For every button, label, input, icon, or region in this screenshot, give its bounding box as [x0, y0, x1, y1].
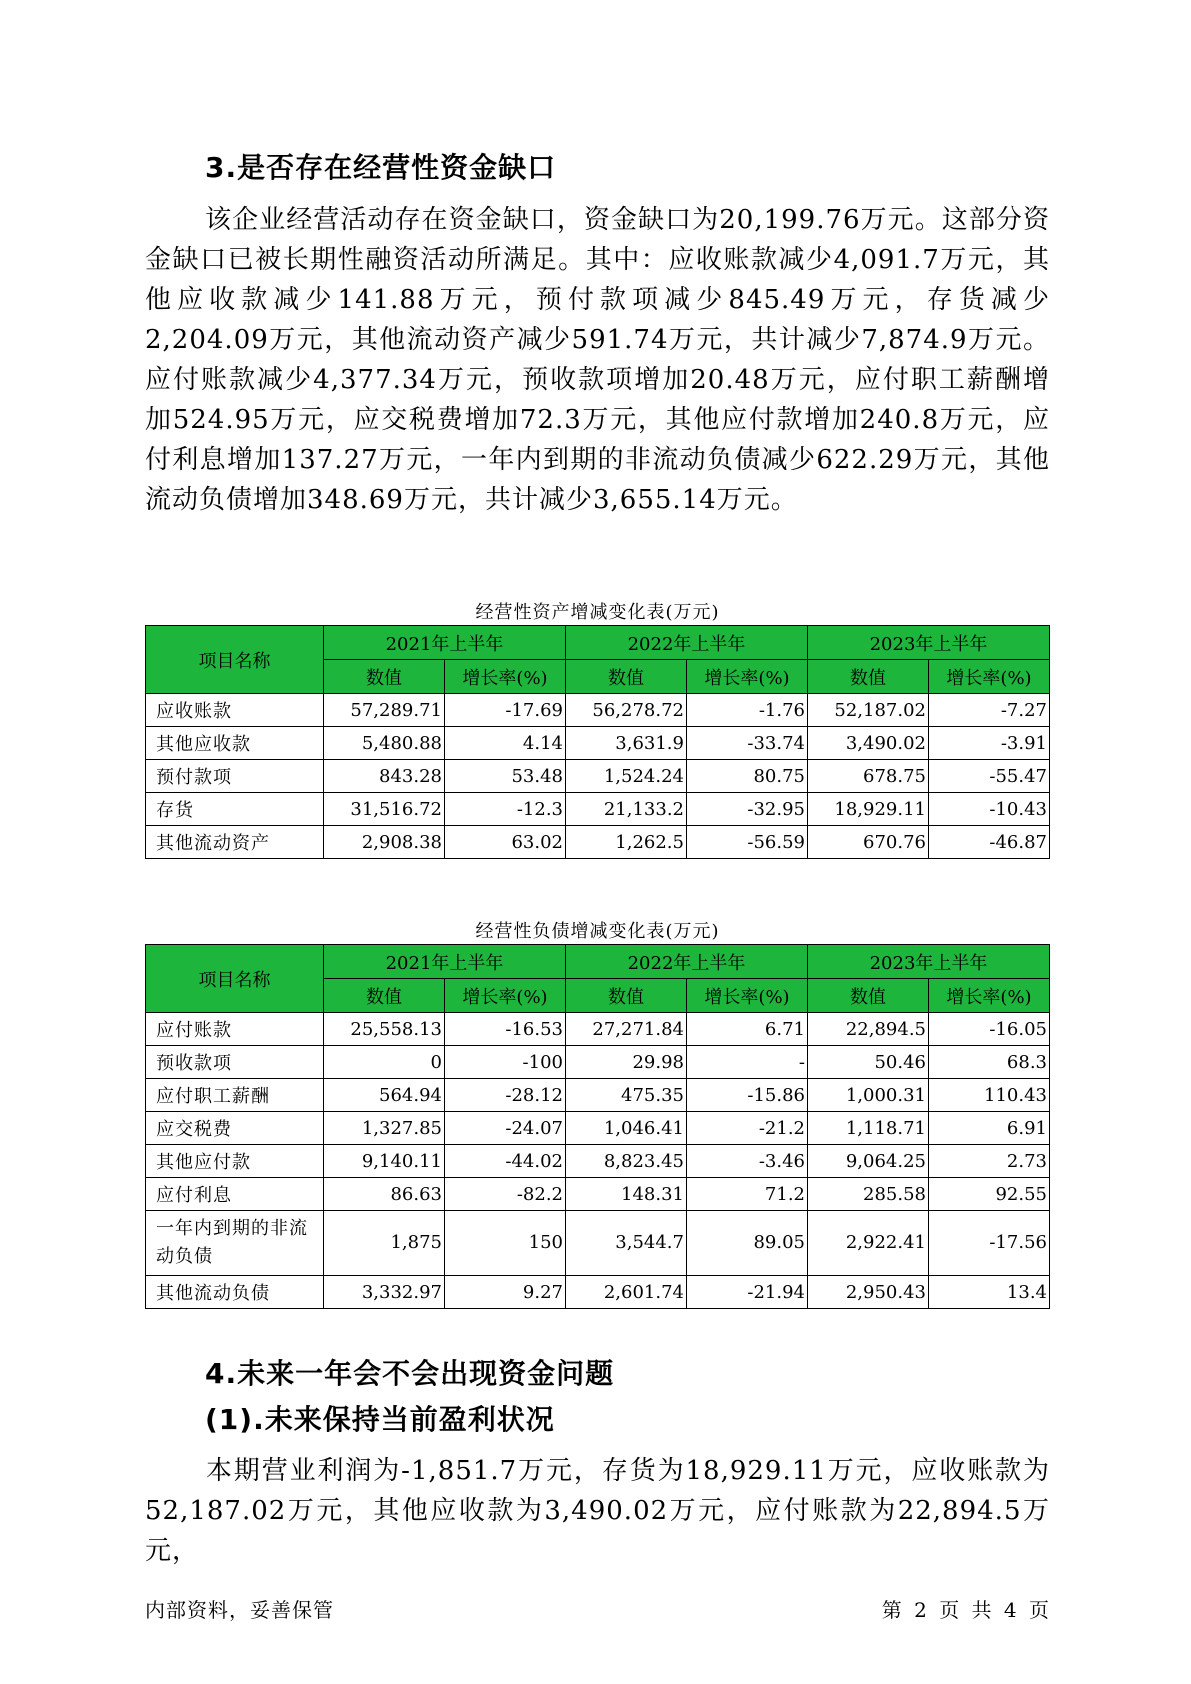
cell-growth-2023: 110.43	[929, 1079, 1050, 1112]
cell-growth-2021: 63.02	[445, 826, 566, 859]
table-row	[146, 793, 1050, 826]
cell-growth-2023: 13.4	[929, 1276, 1050, 1309]
liabilities-table	[145, 944, 1050, 1309]
cell-value-2022: 29.98	[566, 1046, 687, 1079]
row-item-name: 应收账款	[146, 694, 324, 727]
section4-heading: 4.未来一年会不会出现资金问题	[205, 1357, 615, 1390]
row-item-name: 其他流动资产	[146, 826, 324, 859]
table-row	[146, 1276, 1050, 1309]
cell-value-2023: 1,118.71	[808, 1112, 929, 1145]
cell-value-2023: 1,000.31	[808, 1079, 929, 1112]
table-row	[146, 1211, 1050, 1276]
header-value: 数值	[566, 660, 687, 694]
header-growth-rate: 增长率(%)	[929, 660, 1050, 694]
cell-value-2022: 27,271.84	[566, 1013, 687, 1046]
cell-value-2021: 2,908.38	[324, 826, 445, 859]
assets-table	[145, 625, 1050, 859]
header-value: 数值	[808, 979, 929, 1013]
cell-growth-2023: -46.87	[929, 826, 1050, 859]
header-period: 2021年上半年	[324, 626, 566, 660]
cell-growth-2021: -28.12	[445, 1079, 566, 1112]
header-value: 数值	[566, 979, 687, 1013]
table-row	[146, 727, 1050, 760]
header-period: 2022年上半年	[566, 945, 808, 979]
cell-growth-2022: -32.95	[687, 793, 808, 826]
cell-value-2022: 56,278.72	[566, 694, 687, 727]
cell-value-2021: 1,327.85	[324, 1112, 445, 1145]
cell-growth-2022: -3.46	[687, 1145, 808, 1178]
cell-value-2023: 50.46	[808, 1046, 929, 1079]
cell-value-2023: 2,922.41	[808, 1211, 929, 1276]
table-row	[146, 760, 1050, 793]
cell-growth-2022: 80.75	[687, 760, 808, 793]
cell-growth-2021: -82.2	[445, 1178, 566, 1211]
cell-growth-2022: 89.05	[687, 1211, 808, 1276]
table-row	[146, 1178, 1050, 1211]
header-item-name: 项目名称	[146, 945, 324, 1013]
table-row	[146, 694, 1050, 727]
section3-paragraph	[145, 200, 1050, 520]
cell-value-2022: 3,631.9	[566, 727, 687, 760]
cell-value-2021: 31,516.72	[324, 793, 445, 826]
cell-growth-2022: 71.2	[687, 1178, 808, 1211]
cell-value-2021: 843.28	[324, 760, 445, 793]
footer-confidential-note: 内部资料，妥善保管	[145, 1598, 334, 1622]
cell-growth-2022: -21.2	[687, 1112, 808, 1145]
cell-growth-2021: 53.48	[445, 760, 566, 793]
row-item-name: 其他应付款	[146, 1145, 324, 1178]
cell-value-2022: 3,544.7	[566, 1211, 687, 1276]
header-period: 2021年上半年	[324, 945, 566, 979]
cell-growth-2021: -44.02	[445, 1145, 566, 1178]
cell-growth-2022: -	[687, 1046, 808, 1079]
cell-growth-2021: -12.3	[445, 793, 566, 826]
cell-value-2022: 1,524.24	[566, 760, 687, 793]
cell-value-2023: 22,894.5	[808, 1013, 929, 1046]
row-item-name: 其他应收款	[146, 727, 324, 760]
cell-value-2023: 3,490.02	[808, 727, 929, 760]
cell-growth-2022: -21.94	[687, 1276, 808, 1309]
cell-value-2021: 0	[324, 1046, 445, 1079]
table-row	[146, 1013, 1050, 1046]
cell-growth-2023: 6.91	[929, 1112, 1050, 1145]
cell-growth-2022: -56.59	[687, 826, 808, 859]
cell-growth-2023: -7.27	[929, 694, 1050, 727]
row-item-name: 应付利息	[146, 1178, 324, 1211]
cell-growth-2023: -10.43	[929, 793, 1050, 826]
table-row	[146, 1046, 1050, 1079]
cell-growth-2021: 150	[445, 1211, 566, 1276]
header-growth-rate: 增长率(%)	[687, 660, 808, 694]
header-period: 2022年上半年	[566, 626, 808, 660]
header-growth-rate: 增长率(%)	[929, 979, 1050, 1013]
cell-growth-2021: 4.14	[445, 727, 566, 760]
cell-value-2023: 9,064.25	[808, 1145, 929, 1178]
table-row	[146, 1145, 1050, 1178]
section3-paragraph-text: 该企业经营活动存在资金缺口，资金缺口为20,199.76万元。这部分资金缺口已被长期性融资活动所满足。其中：应收账款减少4,091.7万元，其他应收款减少141.88万元，预付款项减少845.49万元，存货减少2,204.09万元，其他流动资产减少591.74万元，共计减少7,874.9万元。应付账款减少4,377.34万元，预收款项增加20.48万元，应付职工薪酬增加524.95万元，应交税费增加72.3万元，其他应付款增加240.8万元，应付利息增加137.27万元，一年内到期的非流动负债减少622.29万元，其他流动负债增加348.69万元，共计减少3,655.14万元。	[145, 205, 1050, 515]
cell-value-2021: 564.94	[324, 1079, 445, 1112]
cell-value-2022: 1,262.5	[566, 826, 687, 859]
row-item-name: 其他流动负债	[146, 1276, 324, 1309]
cell-growth-2023: 2.73	[929, 1145, 1050, 1178]
table-row	[146, 1079, 1050, 1112]
cell-growth-2021: 9.27	[445, 1276, 566, 1309]
row-item-name: 应付账款	[146, 1013, 324, 1046]
cell-value-2021: 9,140.11	[324, 1145, 445, 1178]
cell-value-2023: 52,187.02	[808, 694, 929, 727]
footer-page-number: 第 2 页 共 4 页	[881, 1598, 1050, 1622]
section4-subheading: (1).未来保持当前盈利状况	[205, 1403, 555, 1436]
header-period: 2023年上半年	[808, 626, 1050, 660]
cell-value-2021: 57,289.71	[324, 694, 445, 727]
row-item-name: 应付职工薪酬	[146, 1079, 324, 1112]
cell-value-2022: 2,601.74	[566, 1276, 687, 1309]
table-row	[146, 1112, 1050, 1145]
cell-value-2023: 2,950.43	[808, 1276, 929, 1309]
cell-growth-2023: -3.91	[929, 727, 1050, 760]
cell-value-2021: 5,480.88	[324, 727, 445, 760]
cell-value-2022: 1,046.41	[566, 1112, 687, 1145]
cell-growth-2022: 6.71	[687, 1013, 808, 1046]
cell-value-2021: 25,558.13	[324, 1013, 445, 1046]
section4-paragraph	[145, 1451, 1050, 1571]
liabilities-table-caption: 经营性负债增减变化表(万元)	[475, 921, 720, 942]
cell-growth-2022: -1.76	[687, 694, 808, 727]
table-row	[146, 826, 1050, 859]
section4-paragraph-text: 本期营业利润为-1,851.7万元，存货为18,929.11万元，应收账款为52,187.02万元，其他应收款为3,490.02万元，应付账款为22,894.5万元，	[145, 1456, 1050, 1566]
cell-growth-2023: 68.3	[929, 1046, 1050, 1079]
header-value: 数值	[808, 660, 929, 694]
cell-growth-2021: -100	[445, 1046, 566, 1079]
header-growth-rate: 增长率(%)	[445, 979, 566, 1013]
cell-value-2022: 8,823.45	[566, 1145, 687, 1178]
cell-growth-2023: -16.05	[929, 1013, 1050, 1046]
cell-growth-2022: -33.74	[687, 727, 808, 760]
cell-value-2023: 678.75	[808, 760, 929, 793]
cell-value-2021: 1,875	[324, 1211, 445, 1276]
row-item-name: 存货	[146, 793, 324, 826]
section3-heading: 3.是否存在经营性资金缺口	[205, 151, 557, 184]
header-item-name: 项目名称	[146, 626, 324, 694]
header-value: 数值	[324, 660, 445, 694]
row-item-name: 预付款项	[146, 760, 324, 793]
cell-growth-2023: 92.55	[929, 1178, 1050, 1211]
assets-table-caption: 经营性资产增减变化表(万元)	[475, 602, 720, 623]
cell-value-2023: 18,929.11	[808, 793, 929, 826]
row-item-name: 预收款项	[146, 1046, 324, 1079]
header-growth-rate: 增长率(%)	[687, 979, 808, 1013]
cell-growth-2023: -17.56	[929, 1211, 1050, 1276]
cell-growth-2021: -24.07	[445, 1112, 566, 1145]
cell-value-2021: 3,332.97	[324, 1276, 445, 1309]
cell-growth-2021: -16.53	[445, 1013, 566, 1046]
cell-value-2023: 285.58	[808, 1178, 929, 1211]
cell-growth-2023: -55.47	[929, 760, 1050, 793]
cell-growth-2021: -17.69	[445, 694, 566, 727]
cell-value-2021: 86.63	[324, 1178, 445, 1211]
cell-value-2022: 21,133.2	[566, 793, 687, 826]
cell-value-2022: 148.31	[566, 1178, 687, 1211]
row-item-name: 一年内到期的非流动负债	[146, 1211, 324, 1276]
cell-value-2022: 475.35	[566, 1079, 687, 1112]
header-value: 数值	[324, 979, 445, 1013]
cell-value-2023: 670.76	[808, 826, 929, 859]
header-period: 2023年上半年	[808, 945, 1050, 979]
row-item-name: 应交税费	[146, 1112, 324, 1145]
header-growth-rate: 增长率(%)	[445, 660, 566, 694]
cell-growth-2022: -15.86	[687, 1079, 808, 1112]
